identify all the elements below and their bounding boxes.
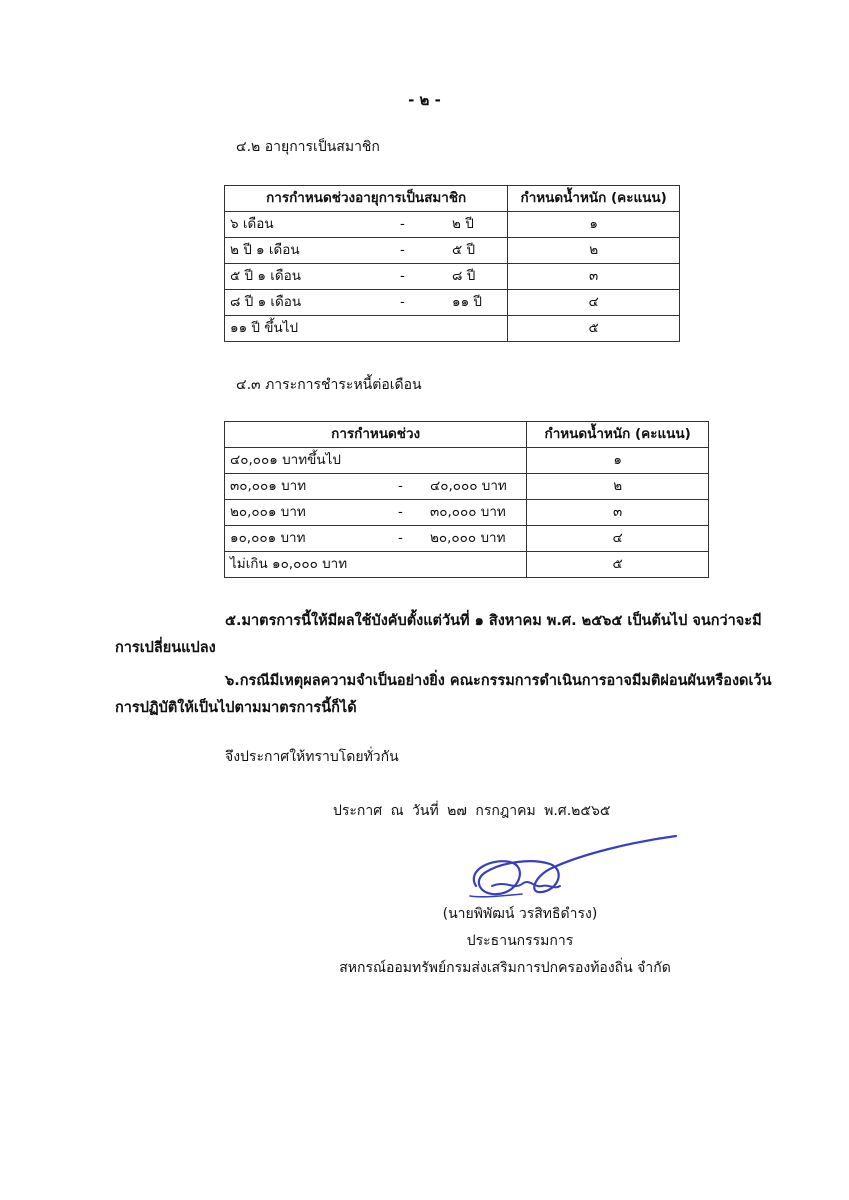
range-cell <box>225 264 508 290</box>
range-cell <box>225 212 508 238</box>
clause-6 <box>115 668 775 722</box>
monthly-debt-table <box>224 421 709 578</box>
table-row <box>225 500 709 526</box>
range-from: ๓๐,๐๐๑ บาท <box>230 478 307 494</box>
range-from: ๒๐,๐๐๑ บาท <box>230 504 306 520</box>
weight-cell: ๔ <box>527 526 709 552</box>
range-cell <box>225 316 508 342</box>
handwritten-signature <box>462 828 680 902</box>
range-cell <box>225 552 527 578</box>
table-row <box>225 316 680 342</box>
range-dash: - <box>398 478 403 494</box>
announcement-date: ประกาศ ณ วันที่ ๒๗ กรกฎาคม พ.ศ.๒๕๖๕ <box>333 803 611 819</box>
range-from: ๒ ปี ๑ เดือน <box>230 242 300 258</box>
range-from: ๖ เดือน <box>230 216 274 232</box>
range-dash: - <box>400 216 405 232</box>
weight-cell: ๕ <box>508 316 680 342</box>
section-4-2-heading: ๔.๒ อายุการเป็นสมาชิก <box>236 139 380 155</box>
table-header-row <box>225 422 709 448</box>
range-to: ๑๑ ปี <box>452 294 482 310</box>
range-cell <box>225 474 527 500</box>
signature-stroke <box>474 836 676 894</box>
range-to: ๔๐,๐๐๐ บาท <box>430 478 507 494</box>
weight-cell: ๒ <box>527 474 709 500</box>
weight-cell: ๓ <box>508 264 680 290</box>
range-from: ๑๐,๐๐๑ บาท <box>230 530 306 546</box>
range-dash: - <box>398 504 403 520</box>
weight-cell: ๕ <box>527 552 709 578</box>
column-header-weight: กำหนดน้ำหนัก (คะแนน) <box>527 422 709 448</box>
range-dash: - <box>400 242 405 258</box>
table-row <box>225 474 709 500</box>
clause-6-text: ๖.กรณีมีเหตุผลความจำเป็นอย่างยิ่ง คณะกรรมการดำเนินการอาจมีมติผ่อนผันหรืองดเว้นการปฏิบัติให้เป็นไปตามมาตรการนี้ก็ได้ <box>115 673 772 716</box>
table-row <box>225 290 680 316</box>
signer-name: (นายพิพัฒน์ วรสิทธิดำรง) <box>442 906 598 922</box>
weight-cell: ๑ <box>527 448 709 474</box>
table-row <box>225 448 709 474</box>
range-from: ๕ ปี ๑ เดือน <box>230 268 301 284</box>
table-row <box>225 238 680 264</box>
table-row <box>225 212 680 238</box>
signer-organization: สหกรณ์ออมทรัพย์กรมส่งเสริมการปกครองท้องถิ่น จำกัด <box>339 960 671 976</box>
range-dash: - <box>400 294 405 310</box>
column-header-range: การกำหนดช่วง <box>225 422 527 448</box>
range-cell <box>225 238 508 264</box>
membership-age-table <box>224 185 680 342</box>
table-row <box>225 264 680 290</box>
page-number: - ๒ - <box>408 91 441 109</box>
range-to: ๘ ปี <box>452 268 476 284</box>
range-cell <box>225 290 508 316</box>
range-dash: - <box>398 530 403 546</box>
section-4-3-heading: ๔.๓ ภาระการชำระหนี้ต่อเดือน <box>236 377 422 393</box>
clause-5-text: ๕.มาตรการนี้ให้มีผลใช้บังคับตั้งแต่วันที่ ๑ สิงหาคม พ.ศ. ๒๕๖๕ เป็นต้นไป จนกว่าจะมีการเปลี่ยนแปลง <box>115 613 762 656</box>
range-cell <box>225 500 527 526</box>
range-from: ไม่เกิน ๑๐,๐๐๐ บาท <box>230 556 348 572</box>
range-to: ๓๐,๐๐๐ บาท <box>430 504 506 520</box>
weight-cell: ๔ <box>508 290 680 316</box>
weight-cell: ๑ <box>508 212 680 238</box>
range-to: ๒ ปี <box>452 216 474 232</box>
table-header-row <box>225 186 680 212</box>
weight-cell: ๒ <box>508 238 680 264</box>
column-header-weight: กำหนดน้ำหนัก (คะแนน) <box>508 186 680 212</box>
table-row <box>225 552 709 578</box>
range-dash: - <box>400 268 405 284</box>
signer-title: ประธานกรรมการ <box>466 933 574 949</box>
range-cell <box>225 448 527 474</box>
clause-5 <box>115 608 775 662</box>
range-from: ๑๑ ปี ขึ้นไป <box>230 320 299 336</box>
signature-stroke <box>492 882 560 887</box>
table-row <box>225 526 709 552</box>
range-to: ๒๐,๐๐๐ บาท <box>430 530 506 546</box>
range-to: ๕ ปี <box>452 242 476 258</box>
weight-cell: ๓ <box>527 500 709 526</box>
range-cell <box>225 526 527 552</box>
range-from: ๔๐,๐๐๑ บาทขึ้นไป <box>230 452 341 468</box>
announcement: จึงประกาศให้ทราบโดยทั่วกัน <box>225 749 399 765</box>
range-from: ๘ ปี ๑ เดือน <box>230 294 302 310</box>
column-header-range: การกำหนดช่วงอายุการเป็นสมาชิก <box>225 186 508 212</box>
